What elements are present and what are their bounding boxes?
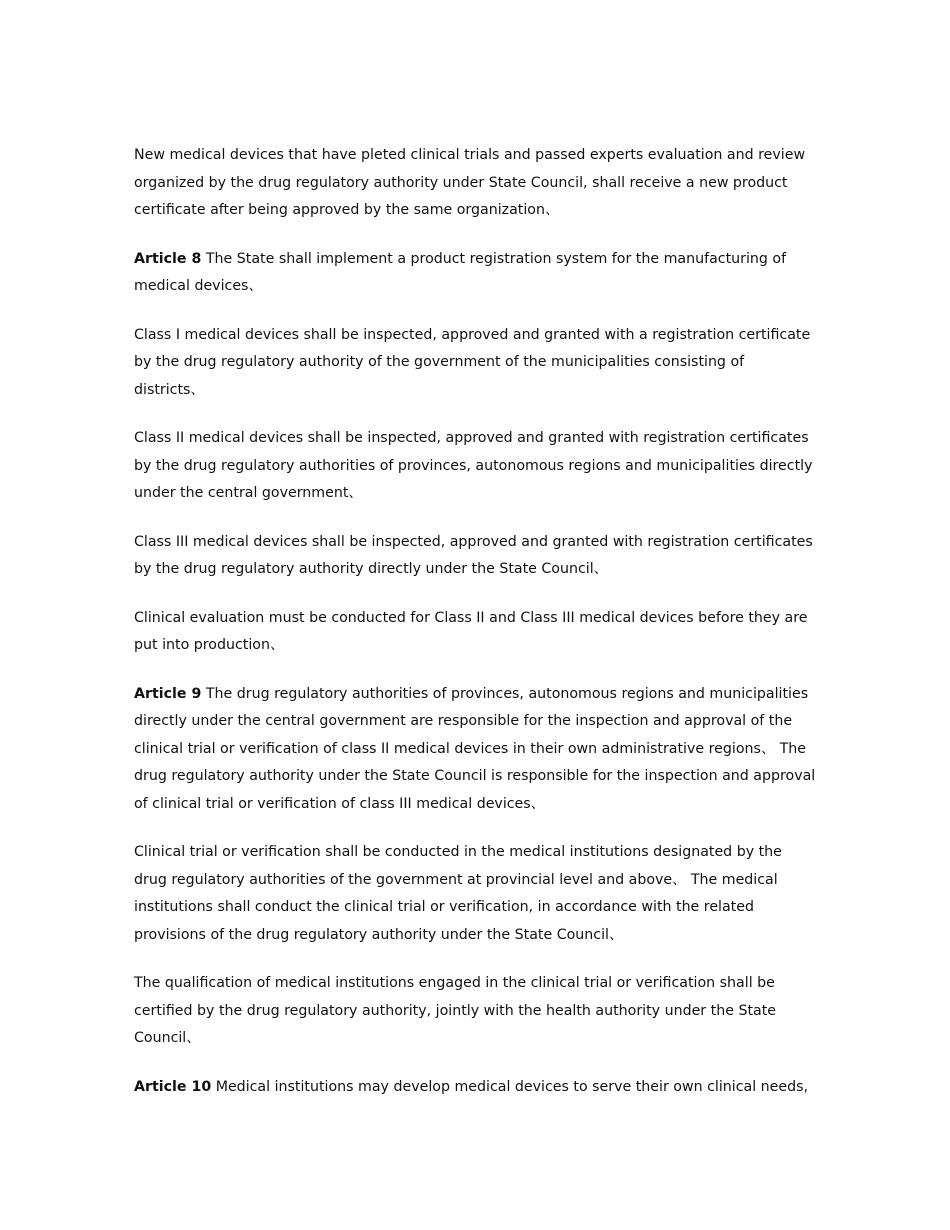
paragraph-1 xyxy=(134,142,818,225)
paragraph-text: Class II medical devices shall be inspected, approved and granted with registration certificates by the drug regulatory authorities of provinces, autonomous regions and municipalities directly under the central government、 xyxy=(134,430,813,501)
paragraph-text: New medical devices that have pleted clinical trials and passed experts evaluation and review organized by the drug regulatory authority under State Council, shall receive a new product certificate after being approved by the same organization、 xyxy=(134,147,806,218)
paragraph-text: Medical institutions may develop medical devices to serve their own clinical needs, xyxy=(211,1078,809,1095)
paragraph-text: The qualification of medical institutions engaged in the clinical trial or verification shall be certified by the drug regulatory authority, jointly with the health authority under the State Council、 xyxy=(134,975,776,1046)
article-heading: Article 10 xyxy=(134,1078,212,1095)
paragraph-clinical-evaluation xyxy=(134,605,818,660)
paragraph-class-3 xyxy=(134,529,818,584)
paragraph-text: Class III medical devices shall be inspected, approved and granted with registration certificates by the drug regulatory authority directly under the State Council、 xyxy=(134,533,813,577)
paragraph-class-1 xyxy=(134,322,818,405)
paragraph-article-9 xyxy=(134,681,818,819)
paragraph-text: Clinical evaluation must be conducted for Class II and Class III medical devices before they are put into production、 xyxy=(134,609,808,653)
paragraph-text: Class I medical devices shall be inspected, approved and granted with a registration certificate by the drug regulatory authority of the government of the municipalities consisting of districts、 xyxy=(134,326,811,398)
paragraph-article-10 xyxy=(134,1074,818,1102)
paragraph-text: The drug regulatory authorities of provinces, autonomous regions and municipalities directly under the central government are responsible for the inspection and approval of the clinical trial or verification of class II medical devices in their own administrative regions、 The drug regulatory authority under the State Council is responsible for the inspection and approval of clinical trial or verification of class III medical devices、 xyxy=(134,685,816,812)
document-page xyxy=(134,142,818,1122)
paragraph-text: The State shall implement a product registration system for the manufacturing of medical devices、 xyxy=(134,250,787,294)
paragraph-article-8 xyxy=(134,246,818,301)
article-heading: Article 8 xyxy=(134,250,202,267)
paragraph-clinical-trial xyxy=(134,839,818,949)
article-heading: Article 9 xyxy=(134,685,202,702)
paragraph-qualification xyxy=(134,970,818,1053)
paragraph-text: Clinical trial or verification shall be conducted in the medical institutions designated by the drug regulatory authorities of the government at provincial level and above、 The medical institutions shall conduct the clinical trial or verification, in accordance with the related provisions of the drug regulatory authority under the State Council、 xyxy=(134,844,782,943)
paragraph-class-2 xyxy=(134,425,818,508)
